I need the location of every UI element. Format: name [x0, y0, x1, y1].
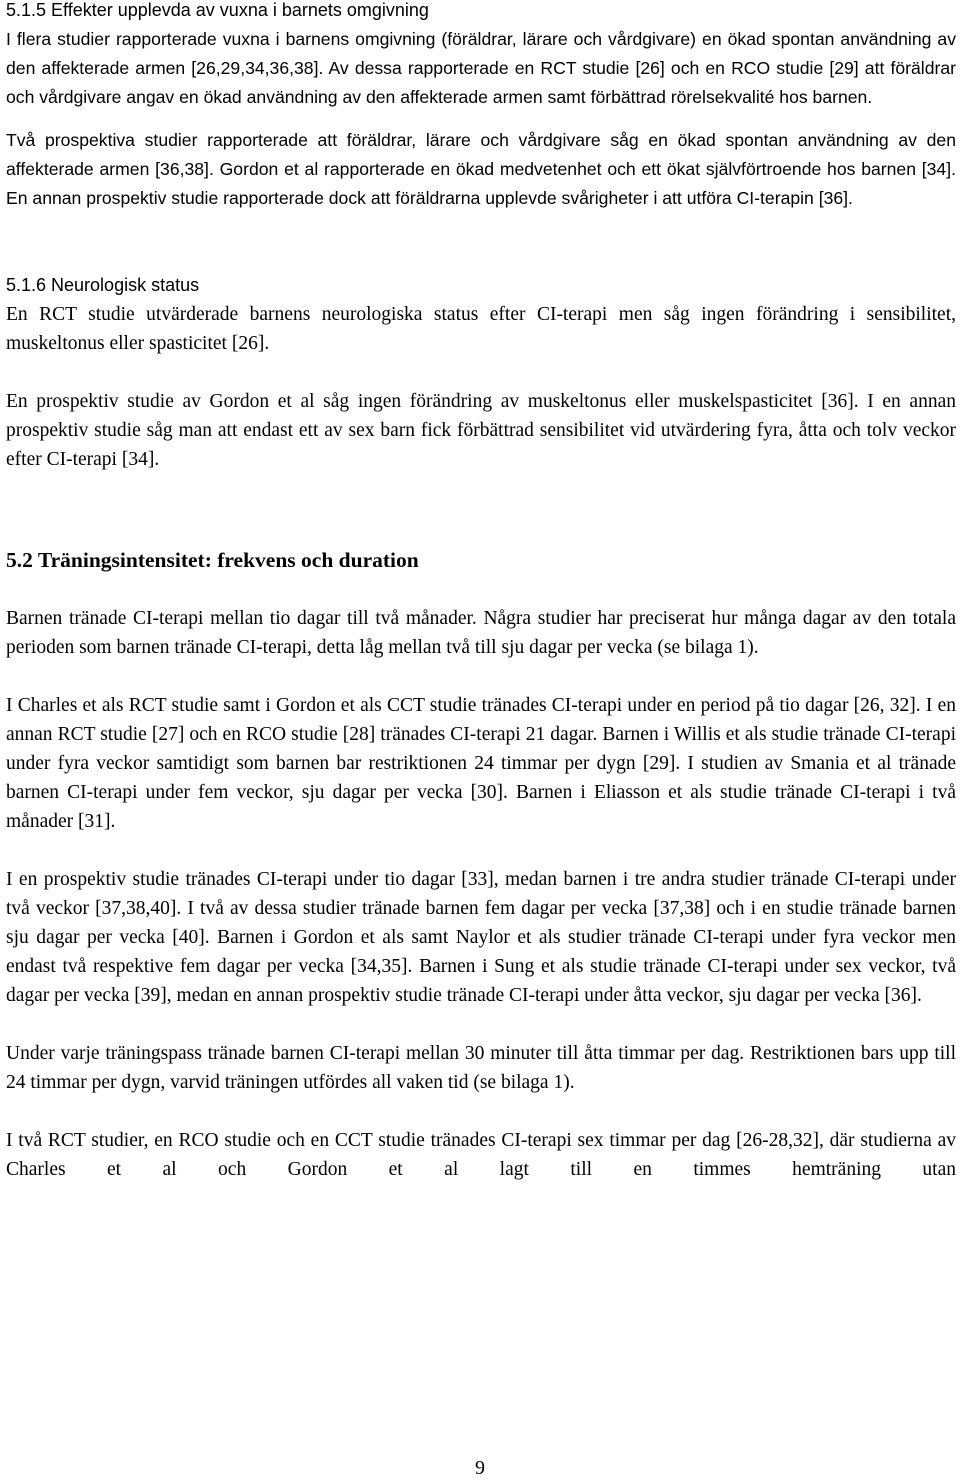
spacer — [6, 358, 956, 387]
page-number: 9 — [475, 1457, 485, 1479]
section-5-2-paragraph-5: I två RCT studier, en RCO studie och en CCT studie tränades CI-terapi sex timmar per dag [26-28,32], där studierna av Charles et al och Gordon et al lagt till en timmes hemträning utan — [6, 1130, 956, 1180]
section-5-1-5-paragraph-1: I flera studier rapporterade vuxna i barnens omgivning (föräldrar, lärare och vårdgivare) en ökad spontan användning av den affekterade armen [26,29,34,36,38]. Av dessa rapporterade en RCT studie [26] och en RCO studie [29] att föräldrar och vårdgivare angav en ökad användning av den affekterade armen samt förbättrad rörelsekvalité hos barnen. — [6, 29, 956, 107]
spacer — [6, 474, 956, 532]
spacer — [6, 532, 956, 546]
section-heading-5-1-5: 5.1.5 Effekter upplevda av vuxna i barnets omgivning — [6, 0, 429, 20]
spacer — [6, 1097, 956, 1126]
section-5-2-paragraph-3: I en prospektiv studie tränades CI-terapi under tio dagar [33], medan barnen i tre andra studier tränade CI-terapi under två veckor [37,38,40]. I två av dessa studier tränade barnen fem dagar per vecka [37,38] och i en studie tränade barnen sju dagar per vecka [40]. Barnen i Gordon et als samt Naylor et als studier tränade CI-terapi under fyra veckor men endast två respektive fem dagar per vecka [34,35]. Barnen i Sung et als studie tränade CI-terapi under sex veckor, två dagar per vecka [39], medan en annan prospektiv studie tränade CI-terapi under åtta veckor, sju dagar per vecka [36]. — [6, 869, 956, 1006]
section-5-2-paragraph-2: I Charles et als RCT studie samt i Gordon et als CCT studie tränades CI-terapi under en period på tio dagar [26, 32]. I en annan RCT studie [27] och en RCO studie [28] tränades CI-terapi 21 dagar. Barnen i Willis et als studie tränade CI-terapi under fyra veckor samtidigt som barnen bar restriktionen 24 timmar per dygn [29]. I studien av Smania et al tränade barnen CI-terapi under fem veckor, sju dagar per vecka [30]. Barnen i Eliasson et als studie tränade CI-terapi i två månader [31]. — [6, 695, 956, 832]
section-heading-5-2: 5.2 Träningsintensitet: frekvens och duration — [6, 548, 419, 572]
section-5-1-5-paragraph-2: Två prospektiva studier rapporterade att föräldrar, lärare och vårdgivare såg en ökad spontan användning av den affekterade armen [36,38]. Gordon et al rapporterade en ökad medvetenhet och ett ökat självförtroende hos barnen [34]. En annan prospektiv studie rapporterade dock att föräldrarna upplevde svårigheter i att utföra CI-terapin [36]. — [6, 130, 956, 208]
spacer — [6, 1010, 956, 1039]
spacer — [6, 662, 956, 691]
section-5-1-6-paragraph-2: En prospektiv studie av Gordon et al såg ingen förändring av muskeltonus eller muskelspasticitet [36]. I en annan prospektiv studie såg man att endast ett av sex barn fick förbättrad sensibilitet vid utvärdering fyra, åtta och tolv veckor efter CI-terapi [34]. — [6, 391, 956, 470]
section-5-2-paragraph-4: Under varje träningspass tränade barnen CI-terapi mellan 30 minuter till åtta timmar per dag. Restriktionen bars upp till 24 timmar per dygn, varvid träningen utfördes all vaken tid (se bilaga 1). — [6, 1043, 956, 1093]
section-heading-5-1-6: 5.1.6 Neurologisk status — [6, 275, 200, 295]
spacer — [6, 575, 956, 604]
page-content — [6, 0, 956, 1184]
spacer — [6, 836, 956, 865]
section-5-2-paragraph-1: Barnen tränade CI-terapi mellan tio dagar till två månader. Några studier har preciserat hur många dagar av den totala perioden som barnen tränade CI-terapi, detta låg mellan två till sju dagar per vecka (se bilaga 1). — [6, 608, 956, 658]
spacer — [6, 112, 956, 126]
spacer — [6, 213, 956, 271]
section-5-1-6-paragraph-1: En RCT studie utvärderade barnens neurologiska status efter CI-terapi men såg ingen förändring i sensibilitet, muskeltonus eller spasticitet [26]. — [6, 304, 956, 354]
